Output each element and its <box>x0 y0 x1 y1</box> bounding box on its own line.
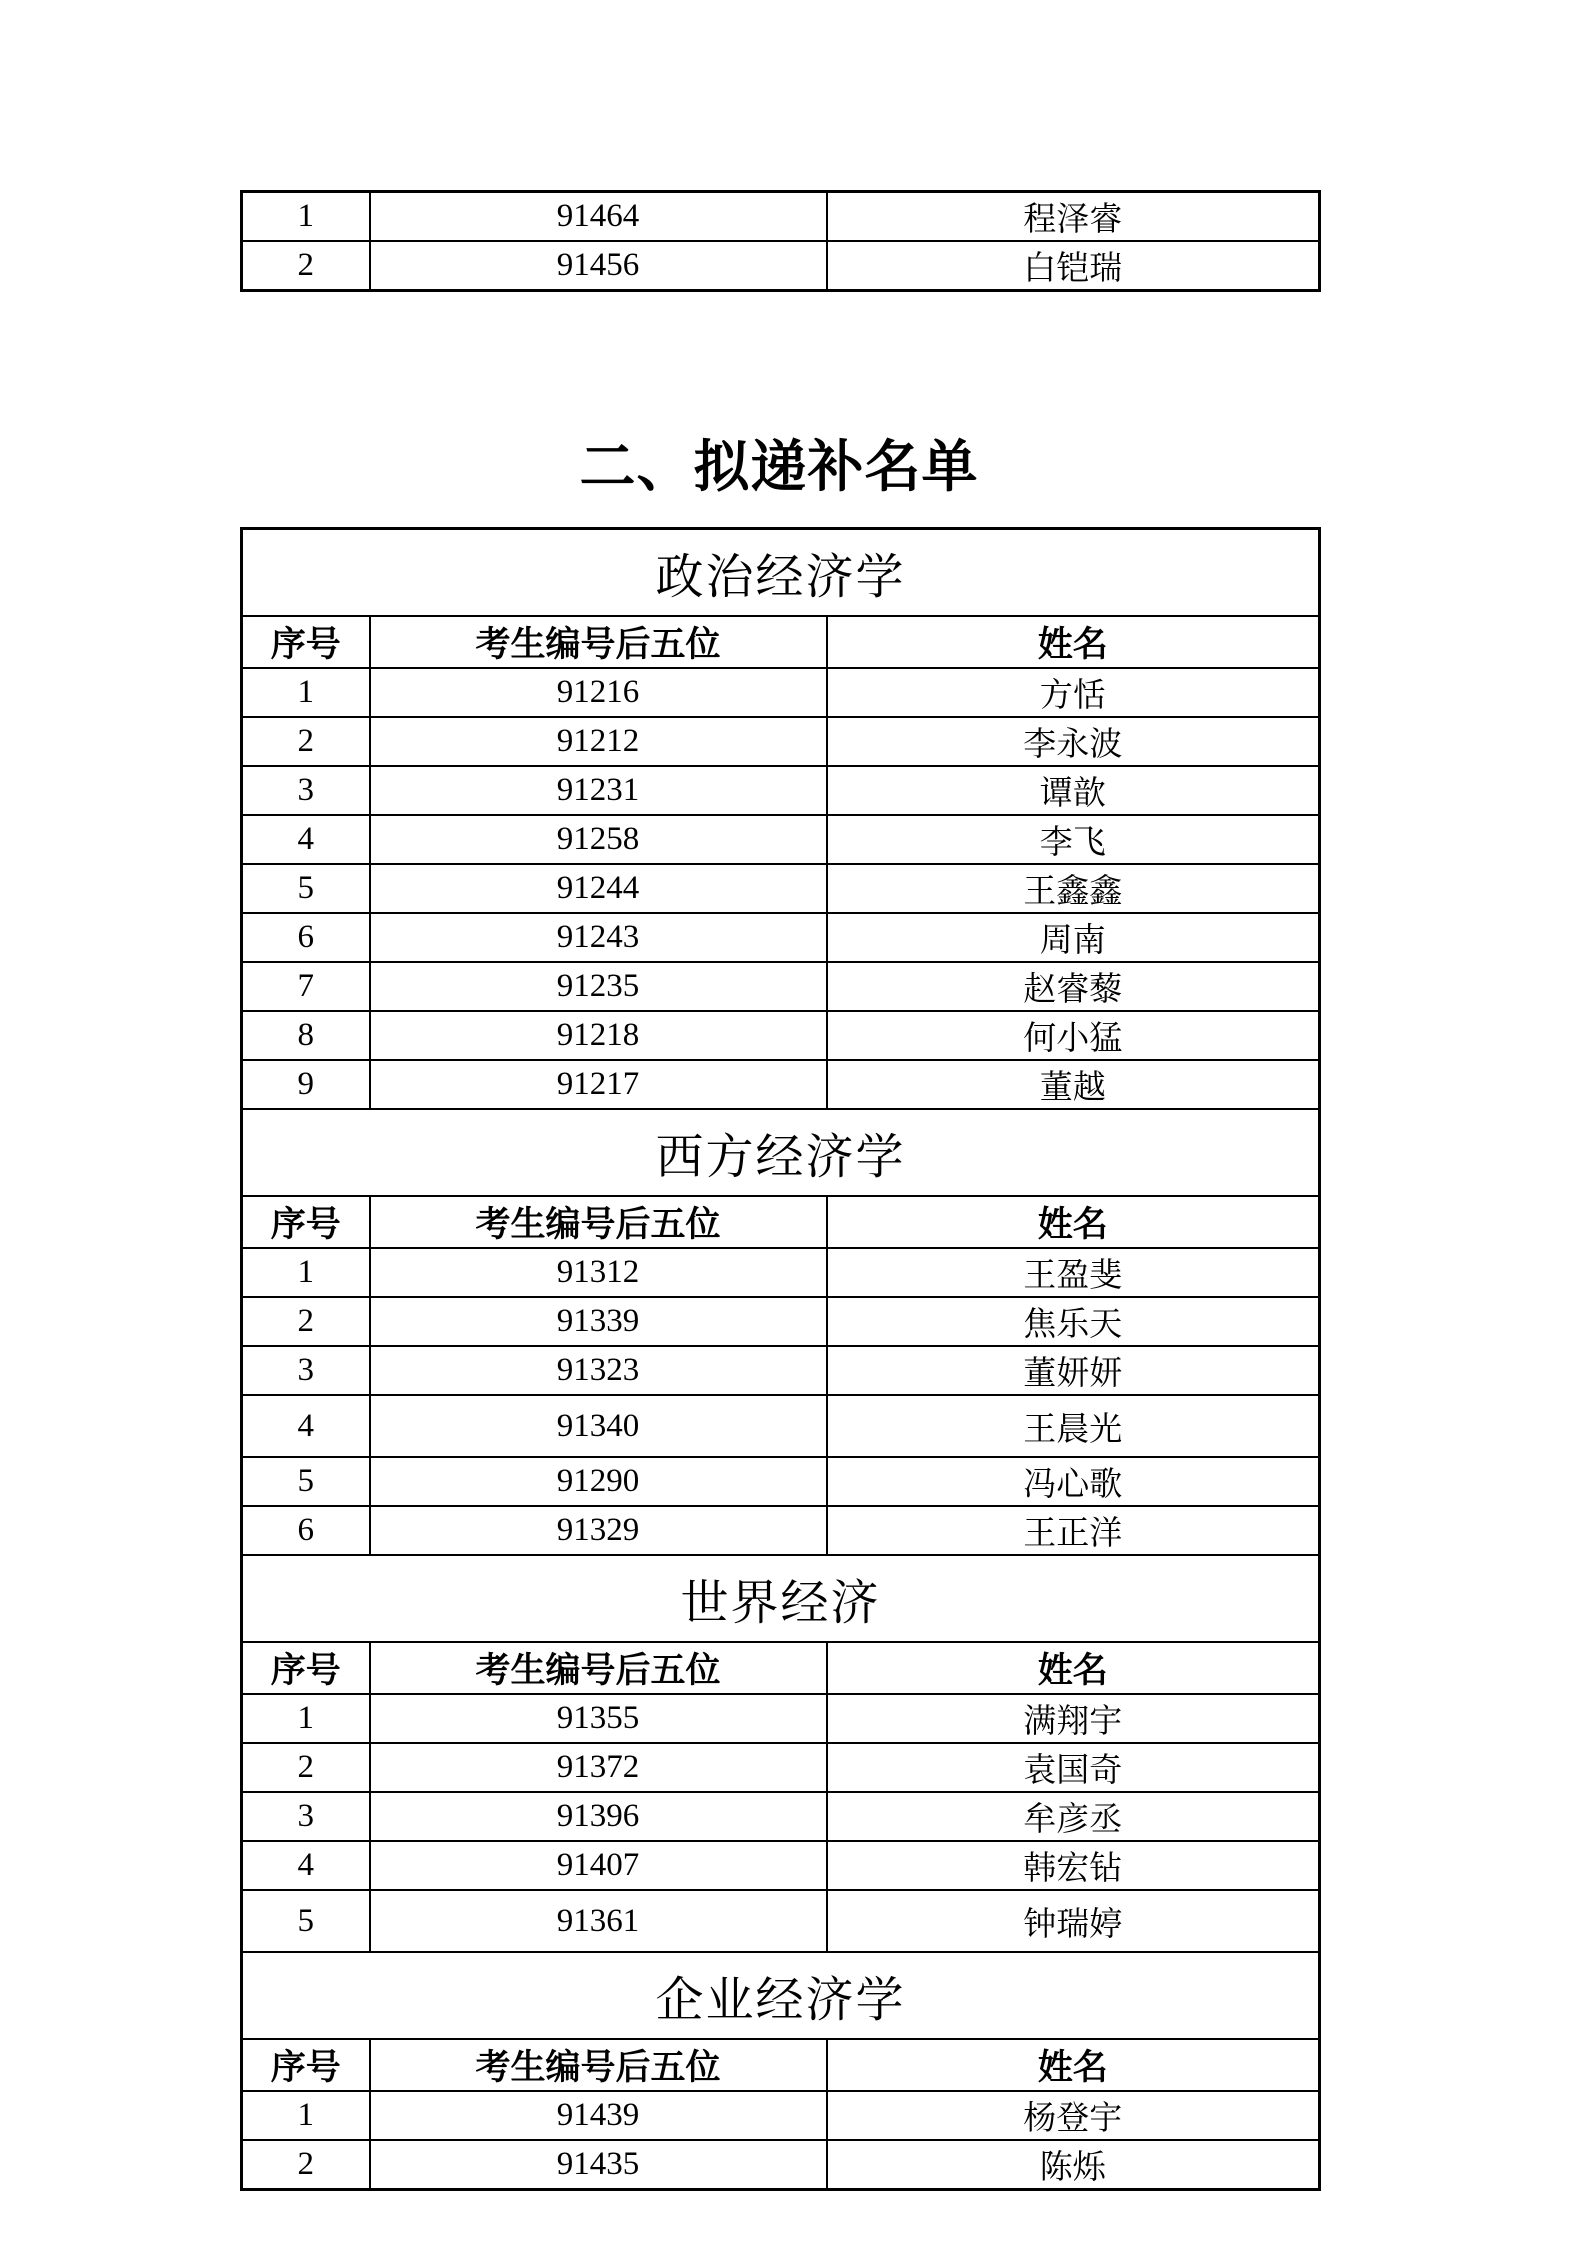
table-row <box>242 2140 1320 2190</box>
table-row <box>242 1841 1320 1890</box>
column-header: 姓名 <box>827 1196 1320 1248</box>
column-header: 序号 <box>242 616 370 668</box>
cell-serial-number: 8 <box>242 1011 370 1060</box>
continuation-table <box>240 190 1321 292</box>
cell-candidate-code: 91212 <box>370 717 827 766</box>
cell-candidate-code: 91231 <box>370 766 827 815</box>
cell-name: 白铠瑞 <box>827 241 1320 291</box>
cell-name: 董越 <box>827 1060 1320 1109</box>
cell-serial-number: 6 <box>242 1506 370 1555</box>
cell-serial-number: 2 <box>242 717 370 766</box>
table-row <box>242 962 1320 1011</box>
cell-serial-number: 1 <box>242 192 370 242</box>
cell-serial-number: 9 <box>242 1060 370 1109</box>
column-header: 序号 <box>242 2039 370 2091</box>
table-row <box>242 864 1320 913</box>
cell-name: 袁国奇 <box>827 1743 1320 1792</box>
section-row <box>242 1555 1320 1642</box>
cell-serial-number: 2 <box>242 2140 370 2190</box>
table-row <box>242 1792 1320 1841</box>
cell-serial-number: 4 <box>242 815 370 864</box>
cell-candidate-code: 91340 <box>370 1395 827 1457</box>
table-row <box>242 1346 1320 1395</box>
table-row <box>242 192 1320 242</box>
cell-serial-number: 2 <box>242 1743 370 1792</box>
section-row <box>242 1952 1320 2039</box>
cell-name: 周南 <box>827 913 1320 962</box>
cell-name: 焦乐天 <box>827 1297 1320 1346</box>
table-row <box>242 1890 1320 1952</box>
cell-candidate-code: 91216 <box>370 668 827 717</box>
section-row <box>242 529 1320 617</box>
section-title: 西方经济学 <box>242 1109 1320 1196</box>
cell-candidate-code: 91339 <box>370 1297 827 1346</box>
cell-candidate-code: 91243 <box>370 913 827 962</box>
column-header: 考生编号后五位 <box>370 1642 827 1694</box>
section-title: 政治经济学 <box>242 529 1320 617</box>
table-row <box>242 1457 1320 1506</box>
cell-candidate-code: 91235 <box>370 962 827 1011</box>
cell-serial-number: 4 <box>242 1395 370 1457</box>
cell-name: 韩宏钻 <box>827 1841 1320 1890</box>
table-header-row <box>242 616 1320 668</box>
table-row <box>242 815 1320 864</box>
cell-name: 董妍妍 <box>827 1346 1320 1395</box>
cell-candidate-code: 91218 <box>370 1011 827 1060</box>
cell-candidate-code: 91372 <box>370 1743 827 1792</box>
cell-candidate-code: 91396 <box>370 1792 827 1841</box>
cell-serial-number: 5 <box>242 1890 370 1952</box>
cell-name: 牟彦丞 <box>827 1792 1320 1841</box>
cell-candidate-code: 91439 <box>370 2091 827 2140</box>
cell-serial-number: 5 <box>242 1457 370 1506</box>
cell-candidate-code: 91258 <box>370 815 827 864</box>
table-row <box>242 913 1320 962</box>
cell-name: 王晨光 <box>827 1395 1320 1457</box>
cell-name: 程泽睿 <box>827 192 1320 242</box>
table-header-row <box>242 2039 1320 2091</box>
cell-serial-number: 2 <box>242 241 370 291</box>
main-table <box>240 527 1321 2191</box>
cell-name: 何小猛 <box>827 1011 1320 1060</box>
cell-serial-number: 1 <box>242 1248 370 1297</box>
cell-candidate-code: 91329 <box>370 1506 827 1555</box>
section-title: 企业经济学 <box>242 1952 1320 2039</box>
column-header: 考生编号后五位 <box>370 2039 827 2091</box>
section-row <box>242 1109 1320 1196</box>
cell-name: 杨登宇 <box>827 2091 1320 2140</box>
section-title: 世界经济 <box>242 1555 1320 1642</box>
table-row <box>242 241 1320 291</box>
cell-serial-number: 7 <box>242 962 370 1011</box>
table-header-row <box>242 1196 1320 1248</box>
cell-name: 钟瑞婷 <box>827 1890 1320 1952</box>
cell-serial-number: 4 <box>242 1841 370 1890</box>
cell-name: 赵睿藜 <box>827 962 1320 1011</box>
table-row <box>242 1506 1320 1555</box>
column-header: 姓名 <box>827 616 1320 668</box>
table-header-row <box>242 1642 1320 1694</box>
cell-serial-number: 2 <box>242 1297 370 1346</box>
cell-name: 李飞 <box>827 815 1320 864</box>
column-header: 序号 <box>242 1196 370 1248</box>
cell-candidate-code: 91244 <box>370 864 827 913</box>
page-title: 二、拟递补名单 <box>579 437 979 499</box>
cell-name: 冯心歌 <box>827 1457 1320 1506</box>
cell-name: 王盈斐 <box>827 1248 1320 1297</box>
table-row <box>242 1060 1320 1109</box>
cell-serial-number: 6 <box>242 913 370 962</box>
cell-serial-number: 5 <box>242 864 370 913</box>
cell-name: 陈烁 <box>827 2140 1320 2190</box>
column-header: 考生编号后五位 <box>370 616 827 668</box>
table-row <box>242 668 1320 717</box>
cell-serial-number: 1 <box>242 668 370 717</box>
table-row <box>242 1011 1320 1060</box>
column-header: 姓名 <box>827 1642 1320 1694</box>
cell-candidate-code: 91407 <box>370 1841 827 1890</box>
cell-name: 方恬 <box>827 668 1320 717</box>
cell-serial-number: 3 <box>242 1792 370 1841</box>
column-header: 姓名 <box>827 2039 1320 2091</box>
cell-serial-number: 3 <box>242 1346 370 1395</box>
table-row <box>242 1694 1320 1743</box>
table-row <box>242 1297 1320 1346</box>
table-row <box>242 1743 1320 1792</box>
cell-candidate-code: 91217 <box>370 1060 827 1109</box>
cell-candidate-code: 91323 <box>370 1346 827 1395</box>
cell-serial-number: 1 <box>242 1694 370 1743</box>
cell-candidate-code: 91290 <box>370 1457 827 1506</box>
cell-candidate-code: 91361 <box>370 1890 827 1952</box>
column-header: 考生编号后五位 <box>370 1196 827 1248</box>
table-row <box>242 1395 1320 1457</box>
cell-candidate-code: 91355 <box>370 1694 827 1743</box>
cell-name: 李永波 <box>827 717 1320 766</box>
cell-candidate-code: 91456 <box>370 241 827 291</box>
table-row <box>242 1248 1320 1297</box>
cell-serial-number: 3 <box>242 766 370 815</box>
cell-serial-number: 1 <box>242 2091 370 2140</box>
cell-name: 王鑫鑫 <box>827 864 1320 913</box>
cell-name: 满翔宇 <box>827 1694 1320 1743</box>
table-row <box>242 717 1320 766</box>
cell-name: 王正洋 <box>827 1506 1320 1555</box>
column-header: 序号 <box>242 1642 370 1694</box>
cell-candidate-code: 91464 <box>370 192 827 242</box>
table-row <box>242 2091 1320 2140</box>
cell-candidate-code: 91312 <box>370 1248 827 1297</box>
table-row <box>242 766 1320 815</box>
cell-candidate-code: 91435 <box>370 2140 827 2190</box>
cell-name: 谭歆 <box>827 766 1320 815</box>
